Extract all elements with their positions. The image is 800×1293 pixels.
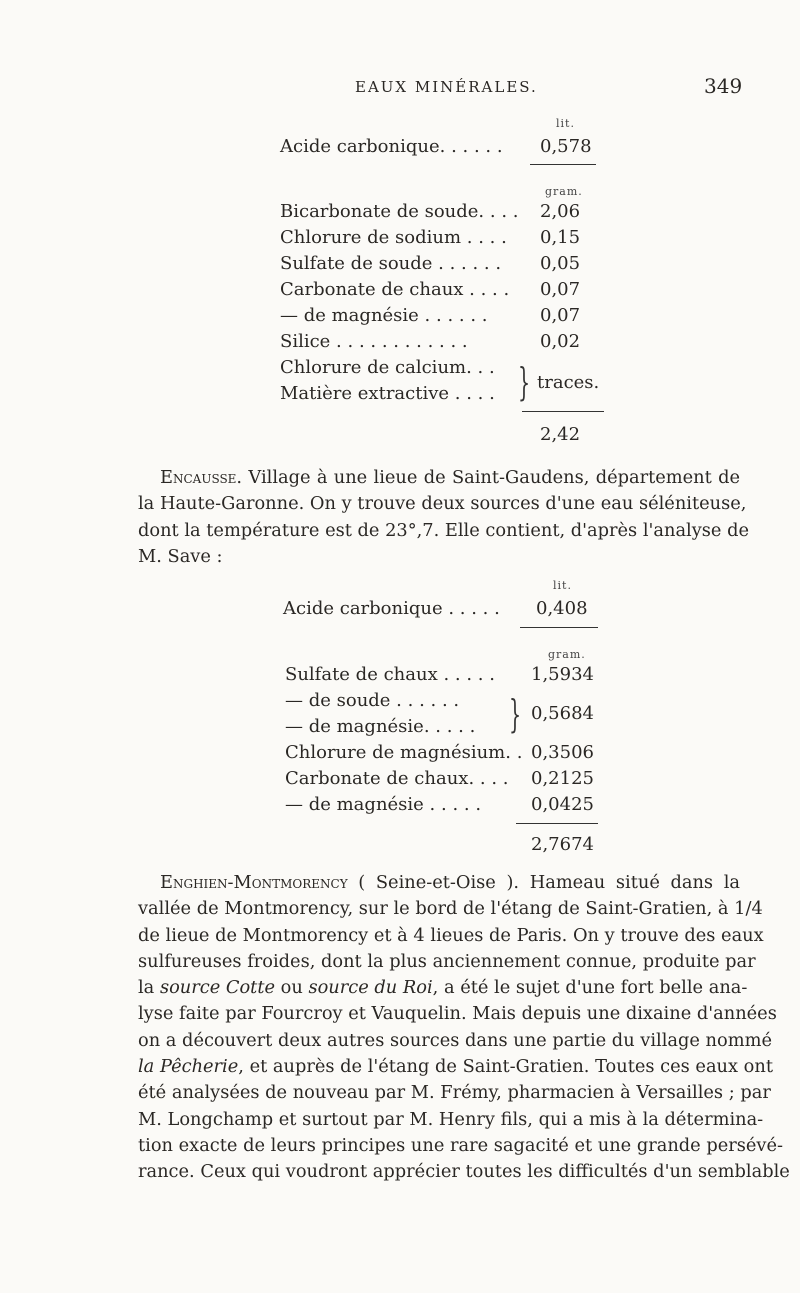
rule — [520, 627, 598, 628]
table-row — [0, 279, 800, 305]
text-line: rance. Ceux qui voudront apprécier toutes les difficultés d'un semblable — [138, 1161, 790, 1183]
entry-term: Enghien-Montmorency — [160, 872, 348, 893]
table-row — [0, 357, 800, 383]
row-label: Chlorure de calcium. . . — [280, 357, 495, 378]
row-label: Chlorure de sodium . . . . — [280, 227, 507, 248]
text-line: M. Longchamp et surtout par M. Henry fils, qui a mis à la détermina- — [138, 1108, 764, 1130]
total-row — [0, 424, 800, 450]
text-line: vallée de Montmorency, sur le bord de l'étang de Saint-Gratien, à 1/4 — [138, 898, 763, 920]
row-value: 2,06 — [540, 201, 581, 222]
text-line: tion exacte de leurs principes une rare sagacité et une grande persévé- — [138, 1134, 783, 1156]
row-label: — de soude . . . . . . — [285, 690, 460, 711]
text-line: M. Save : — [138, 545, 223, 567]
text-line: la source Cotte ou source du Roi, a été le sujet d'une fort belle ana- — [138, 977, 748, 999]
row-value: 0,3506 — [531, 742, 594, 763]
row-label: Matière extractive . . . . — [280, 383, 495, 404]
row-value: 0,15 — [540, 227, 581, 248]
paragraph-enghien — [138, 870, 790, 1186]
page-header — [0, 74, 800, 104]
row-value: 0,02 — [540, 331, 581, 352]
entry-term: Encausse. — [160, 467, 243, 488]
table-row — [0, 331, 800, 357]
brace: } — [509, 692, 522, 736]
row-value: 0,408 — [536, 598, 588, 619]
row-label: Chlorure de magnésium. . — [285, 742, 523, 763]
table-row — [0, 768, 800, 794]
table-row — [0, 136, 800, 162]
row-value: 0,05 — [540, 253, 581, 274]
text-line: dont la température est de 23°,7. Elle contient, d'après l'analyse de — [138, 519, 749, 541]
row-label: Acide carbonique. . . . . . — [280, 136, 503, 157]
row-label: Silice . . . . . . . . . . . . — [280, 331, 468, 352]
text-line: la Haute-Garonne. On y trouve deux sources d'une eau séléniteuse, — [138, 493, 747, 515]
row-label: — de magnésie . . . . . — [285, 794, 482, 815]
table-row — [0, 742, 800, 768]
text-line: on a découvert deux autres sources dans une partie du village nommé — [138, 1029, 772, 1051]
rule — [516, 823, 598, 824]
row-label: Carbonate de chaux. . . . — [285, 768, 509, 789]
table-row — [0, 305, 800, 331]
row-label: — de magnésie . . . . . . — [280, 305, 488, 326]
row-label: Sulfate de chaux . . . . . — [285, 664, 495, 685]
brace-value: traces. — [537, 372, 600, 393]
rule — [530, 164, 596, 165]
paragraph-encausse — [138, 465, 749, 570]
row-value: 0,2125 — [531, 768, 594, 789]
total-value: 2,7674 — [531, 834, 594, 855]
row-value: 1,5934 — [531, 664, 594, 685]
brace-value: 0,5684 — [531, 703, 594, 724]
row-label: Sulfate de soude . . . . . . — [280, 253, 502, 274]
table-row — [0, 383, 800, 409]
row-value: 0,578 — [540, 136, 592, 157]
table-row — [0, 227, 800, 253]
unit-grams: gram. — [548, 648, 586, 661]
text-line: Encausse. Village à une lieue de Saint-Gaudens, département de — [160, 467, 740, 488]
table-row — [0, 690, 800, 716]
running-head: EAUX MINÉRALES. — [355, 78, 538, 96]
table-row — [0, 201, 800, 227]
text-line: lyse faite par Fourcroy et Vauquelin. Mais depuis une dixaine d'années — [138, 1003, 777, 1025]
italic-term: la Pêcherie — [138, 1056, 239, 1078]
row-label: Acide carbonique . . . . . — [283, 598, 500, 619]
italic-term: source Cotte — [159, 977, 275, 999]
row-label: Bicarbonate de soude. . . . — [280, 201, 519, 222]
row-value: 0,07 — [540, 279, 581, 300]
text-line: de lieue de Montmorency et à 4 lieues de Paris. On y trouve des eaux — [138, 924, 764, 946]
unit-liters: lit. — [556, 117, 575, 130]
unit-grams: gram. — [545, 185, 583, 198]
text-line: la Pêcherie, et auprès de l'étang de Saint-Gratien. Toutes ces eaux ont — [138, 1056, 773, 1078]
row-value: 0,0425 — [531, 794, 594, 815]
italic-term: source du Roi — [308, 977, 433, 999]
table-row — [0, 664, 800, 690]
total-row — [0, 834, 800, 860]
row-value: 0,07 — [540, 305, 581, 326]
brace: } — [518, 360, 531, 404]
total-value: 2,42 — [540, 424, 581, 445]
table-row — [0, 794, 800, 820]
row-label: Carbonate de chaux . . . . — [280, 279, 510, 300]
text-line: Enghien-Montmorency ( Seine-et-Oise ). Hameau situé dans la — [160, 872, 740, 893]
unit-liters: lit. — [553, 579, 572, 592]
table-row — [0, 598, 800, 624]
text-line: été analysées de nouveau par M. Frémy, pharmacien à Versailles ; par — [138, 1082, 771, 1104]
row-label: — de magnésie. . . . . — [285, 716, 476, 737]
table-row — [0, 716, 800, 742]
text-line: sulfureuses froides, dont la plus anciennement connue, produite par — [138, 950, 756, 972]
table-row — [0, 253, 800, 279]
rule — [522, 411, 604, 412]
page-number: 349 — [704, 74, 743, 98]
